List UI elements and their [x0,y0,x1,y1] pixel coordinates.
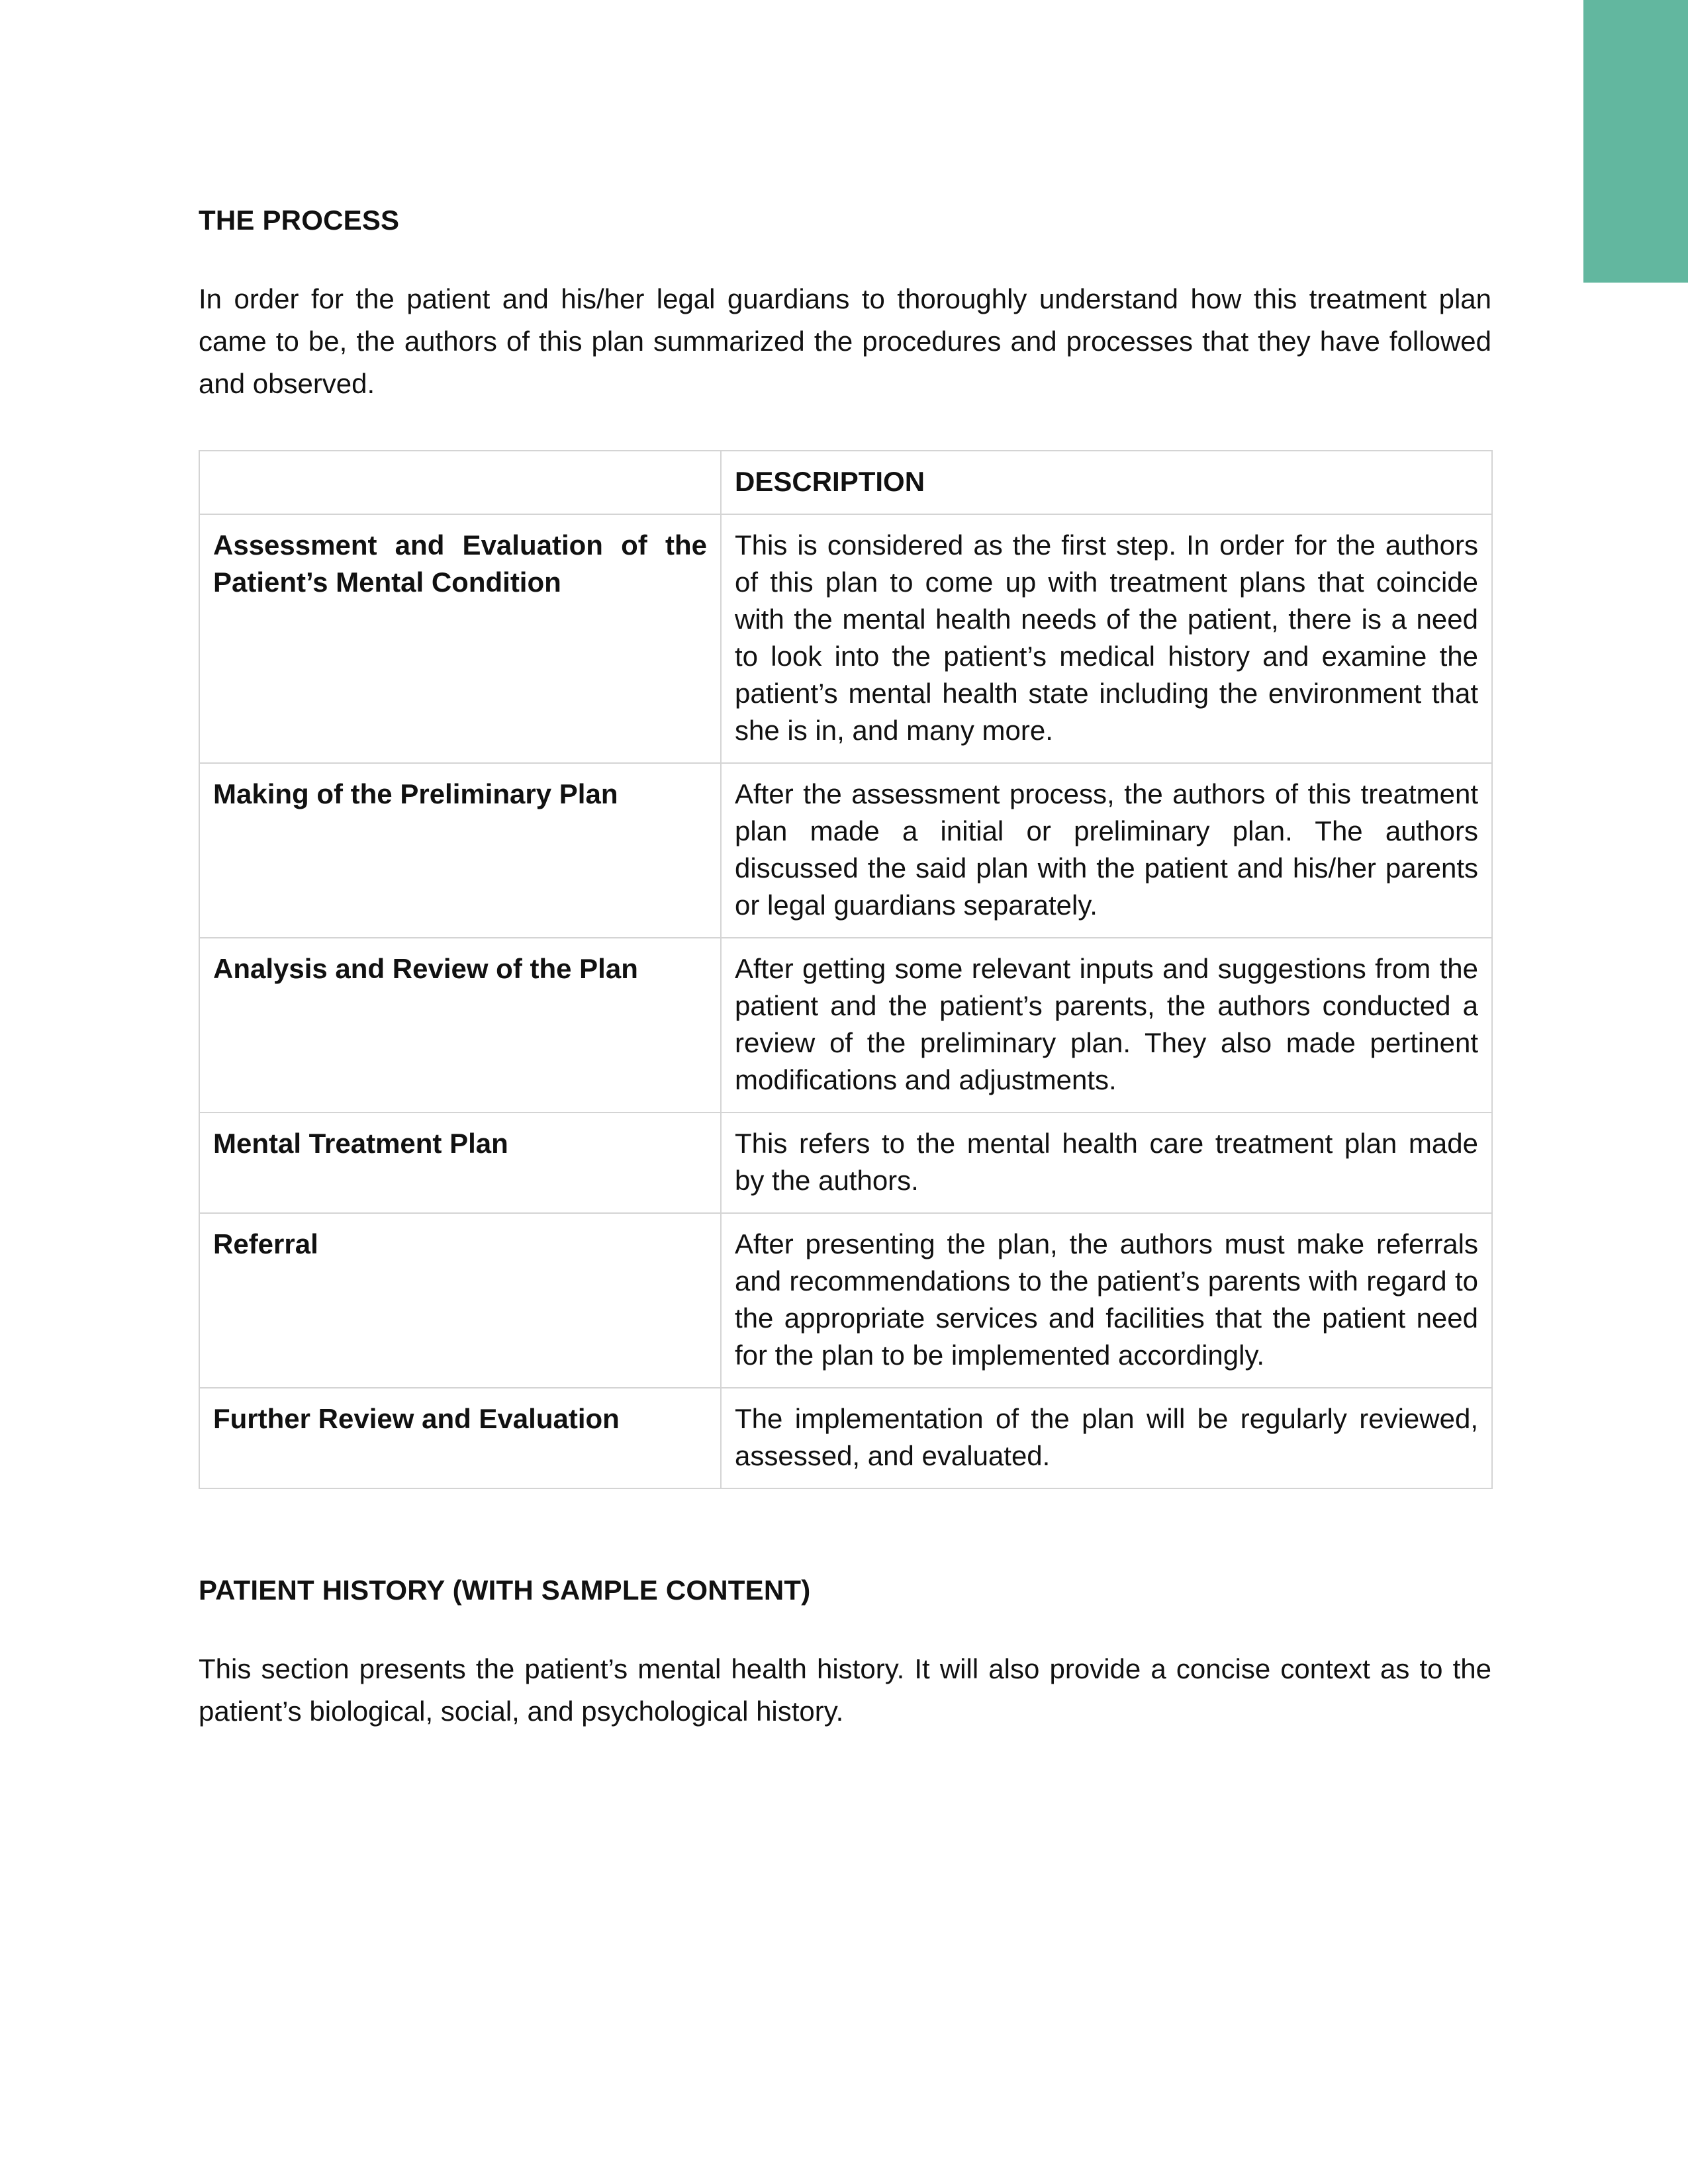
step-description: After getting some relevant inputs and suggestions from the patient and the patient’s parents, the authors conducted a review of the preliminary plan. They also made pertinent modifications and adjustments. [721,938,1492,1113]
step-name: Assessment and Evaluation of the Patient’s Mental Condition [199,514,721,763]
step-name: Mental Treatment Plan [199,1113,721,1213]
history-intro: This section presents the patient’s mental health history. It will also provide a concise context as to the patient’s biological, social, and psychological history. [199,1653,1491,1727]
process-intro: In order for the patient and his/her legal guardians to thoroughly understand how this treatment plan came to be, the authors of this plan summarized the procedures and processes that they have followed and observed. [199,283,1491,399]
header-cell-empty [199,451,721,514]
process-table [199,450,1493,1489]
document-page [199,197,1491,1733]
step-name: Further Review and Evaluation [199,1388,721,1488]
step-description: After the assessment process, the authors of this treatment plan made a initial or preliminary plan. The authors discussed the said plan with the patient and his/her parents or legal guardians separately. [721,763,1492,938]
table-header-row [199,451,1492,514]
table-row [199,1113,1492,1213]
table-row [199,514,1492,763]
step-description: This is considered as the first step. In order for the authors of this plan to come up with treatment plans that coincide with the mental health needs of the patient, there is a need to look into the patient’s medical history and examine the patient’s mental health state including the environment that she is in, and many more. [721,514,1492,763]
step-name: Making of the Preliminary Plan [199,763,721,938]
step-description: This refers to the mental health care treatment plan made by the authors. [721,1113,1492,1213]
step-name: Referral [199,1213,721,1388]
step-description: The implementation of the plan will be regularly reviewed, assessed, and evaluated. [721,1388,1492,1488]
step-name: Analysis and Review of the Plan [199,938,721,1113]
process-heading: THE PROCESS [199,205,400,236]
table-row [199,938,1492,1113]
history-heading: PATIENT HISTORY (WITH SAMPLE CONTENT) [199,1574,811,1606]
table-row [199,763,1492,938]
step-description: After presenting the plan, the authors must make referrals and recommendations to the patient’s parents with regard to the appropriate services and facilities that the patient need for the plan to be implemented accordingly. [721,1213,1492,1388]
table-row [199,1213,1492,1388]
table-row [199,1388,1492,1488]
header-cell-description: DESCRIPTION [721,451,1492,514]
accent-tab [1583,0,1688,283]
